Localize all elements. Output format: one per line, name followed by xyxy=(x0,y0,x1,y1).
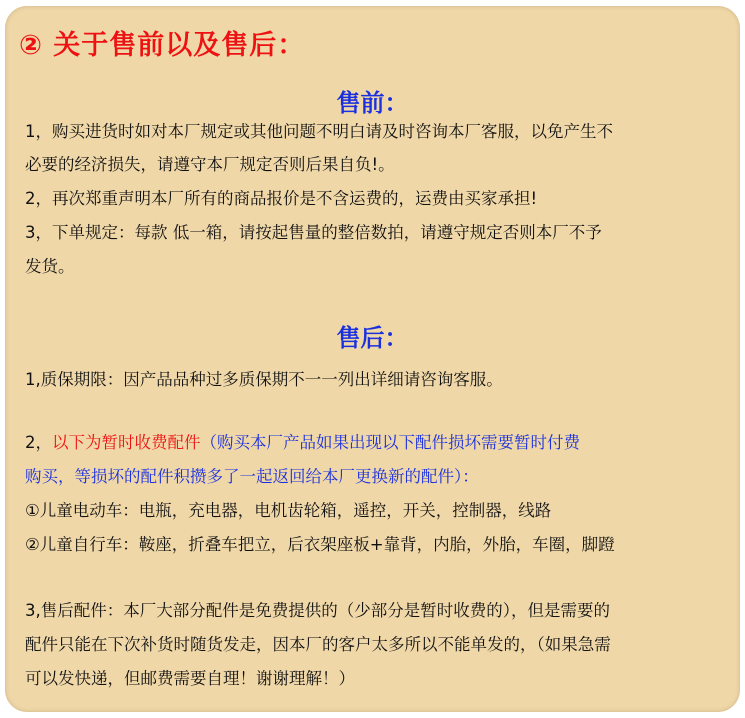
presale-line: 1，购买进货时如对本厂规定或其他问题不明白请及时咨询本厂客服，以免产生不 xyxy=(25,122,613,141)
aftersale-item-3: 配件只能在下次补货时随货发走，因本厂的客户太多所以不能单发的，（如果急需 xyxy=(25,635,611,654)
aftersale-item-3: 可以发快递，但邮费需要自理！谢谢理解！） xyxy=(25,669,355,688)
presale-heading: 售前： xyxy=(336,89,409,117)
electric-car-parts: ①儿童电动车：电瓶，充电器，电机齿轮箱，遥控，开关，控制器，线路 xyxy=(25,501,552,520)
presale-line: 2，再次郑重声明本厂所有的商品报价是不含运费的，运费由买家承担! xyxy=(25,189,538,208)
aftersale-item-1: 1,质保期限：因产品品种过多质保期不一一列出详细请咨询客服。 xyxy=(25,370,503,389)
bicycle-parts: ②儿童自行车：鞍座，折叠车把立，后衣架座板+靠背，内胎，外胎，车圈，脚蹬 xyxy=(25,535,615,554)
paid-parts-note-cont: 购买，等损坏的配件积攒多了一起返回给本厂更换新的配件）： xyxy=(25,467,479,486)
presale-line: 3，下单规定：每款 低一箱，请按起售量的整倍数拍，请遵守规定否则本厂不予 xyxy=(25,223,602,242)
page-title: ② 关于售前以及售后： xyxy=(19,30,306,61)
paid-parts-note: （购买本厂产品如果出现以下配件损坏需要暂时付费 xyxy=(200,433,580,452)
aftersale-item-2 xyxy=(25,433,580,453)
aftersale-item-3: 3,售后配件：本厂大部分配件是免费提供的（少部分是暂时收费的），但是需要的 xyxy=(25,601,610,620)
presale-line: 发货。 xyxy=(25,257,75,276)
aftersale-heading: 售后： xyxy=(336,324,409,352)
paid-parts-label: 以下为暂时收费配件 xyxy=(52,433,201,452)
notice-card xyxy=(5,6,740,712)
item-2-prefix: 2， xyxy=(25,433,52,452)
presale-line: 必要的经济损失，请遵守本厂规定否则后果自负!。 xyxy=(25,155,395,174)
